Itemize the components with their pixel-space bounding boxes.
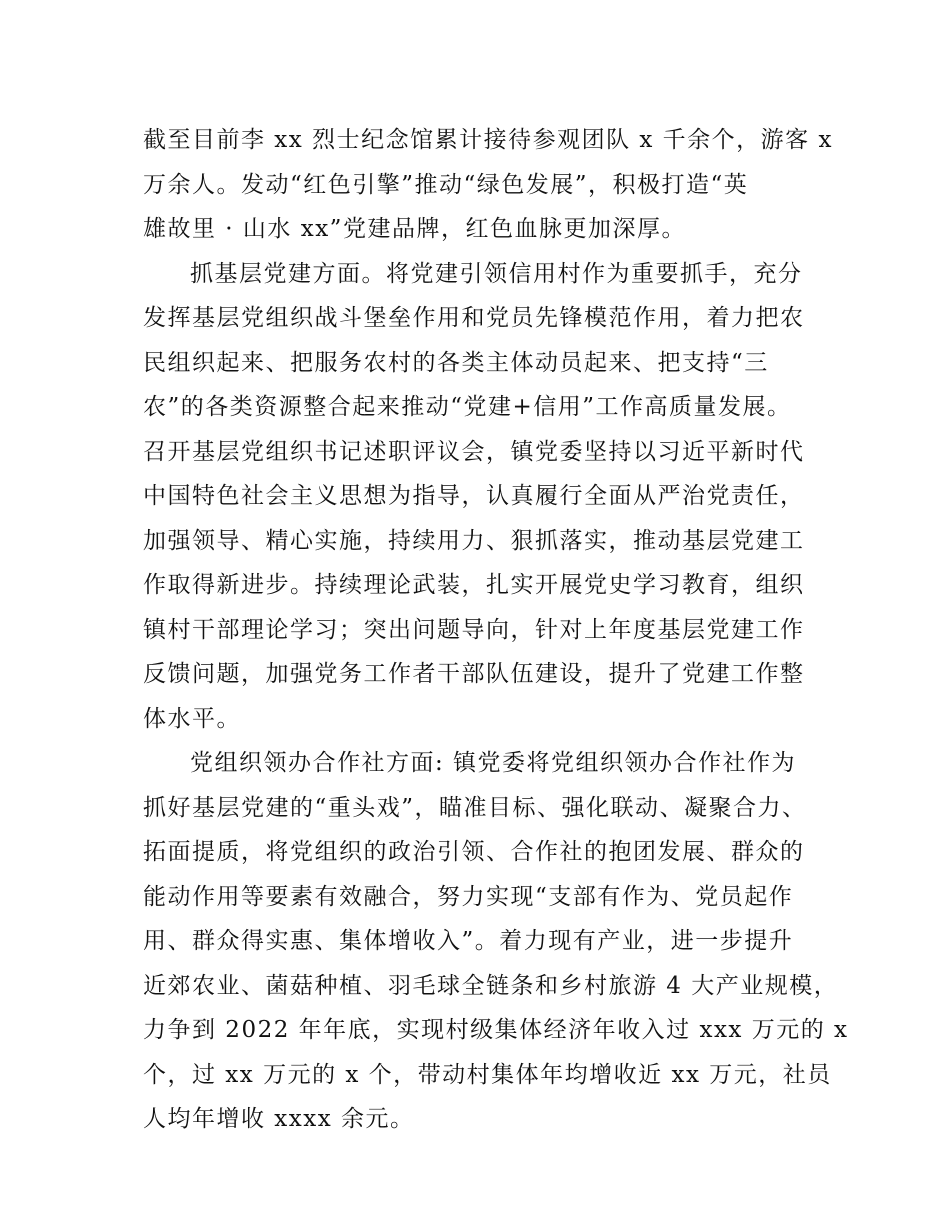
paragraph-start-line: 抓基层党建方面。将党建引领信用村作为重要抓手，充分 (190, 260, 803, 287)
text-line: 拓面提质，将党组织的政治引领、合作社的抱团发展、群众的 (143, 839, 805, 865)
text-line: 农”的各类资源整合起来推动“党建+信用”工作高质量发展。 (143, 394, 792, 420)
paragraph-start-line: 党组织领办合作社方面: 镇党委将党组织领办合作社作为 (190, 750, 797, 776)
text-line: 近郊农业、菌菇种植、羽毛球全链条和乡村旅游 4 大产业规模， (143, 972, 839, 999)
text-line: 能动作用等要素有效融合，努力实现“支部有作为、党员起作 (143, 883, 794, 910)
text-line: 民组织起来、把服务农村的各类主体动员起来、把支持“三 (143, 349, 769, 376)
text-line: 中国特色社会主义思想为指导，认真履行全面从严治党责任， (143, 483, 805, 509)
text-line: 体水平。 (143, 705, 241, 732)
text-line: 人均年增收 xxxx 余元。 (143, 1106, 415, 1132)
text-line: 抓好基层党建的“重头戏”，瞄准目标、强化联动、凝聚合力、 (143, 794, 807, 821)
text-line: 作取得新进步。持续理论武装，扎实开展党史学习教育，组织 (143, 572, 805, 598)
text-line: 雄故里 · 山水 xx”党建品牌，红色血脉更加深厚。 (143, 216, 686, 242)
text-line: 个，过 xx 万元的 x 个，带动村集体年均增收近 xx 万元，社员 (143, 1061, 832, 1088)
body-text (143, 118, 849, 1142)
text-line: 力争到 2022 年年底，实现村级集体经济年收入过 xxx 万元的 x (143, 1017, 849, 1043)
text-line: 万余人。发动“红色引擎”推动“绿色发展”，积极打造“英 (143, 171, 749, 198)
text-line: 发挥基层党组织战斗堡垒作用和党员先锋模范作用，着力把农 (143, 305, 805, 331)
text-line: 反馈问题，加强党务工作者干部队伍建设，提升了党建工作整 (143, 661, 805, 687)
text-line: 召开基层党组织书记述职评议会，镇党委坚持以习近平新时代 (143, 438, 805, 465)
text-line: 镇村干部理论学习；突出问题导向，针对上年度基层党建工作 (143, 616, 805, 643)
text-line: 截至目前李 xx 烈士纪念馆累计接待参观团队 x 千余个，游客 x (143, 127, 833, 153)
text-line: 用、群众得实惠、集体增收入”。着力现有产业，进一步提升 (143, 928, 794, 954)
text-line: 加强领导、精心实施，持续用力、狠抓落实，推动基层党建工 (143, 527, 805, 554)
